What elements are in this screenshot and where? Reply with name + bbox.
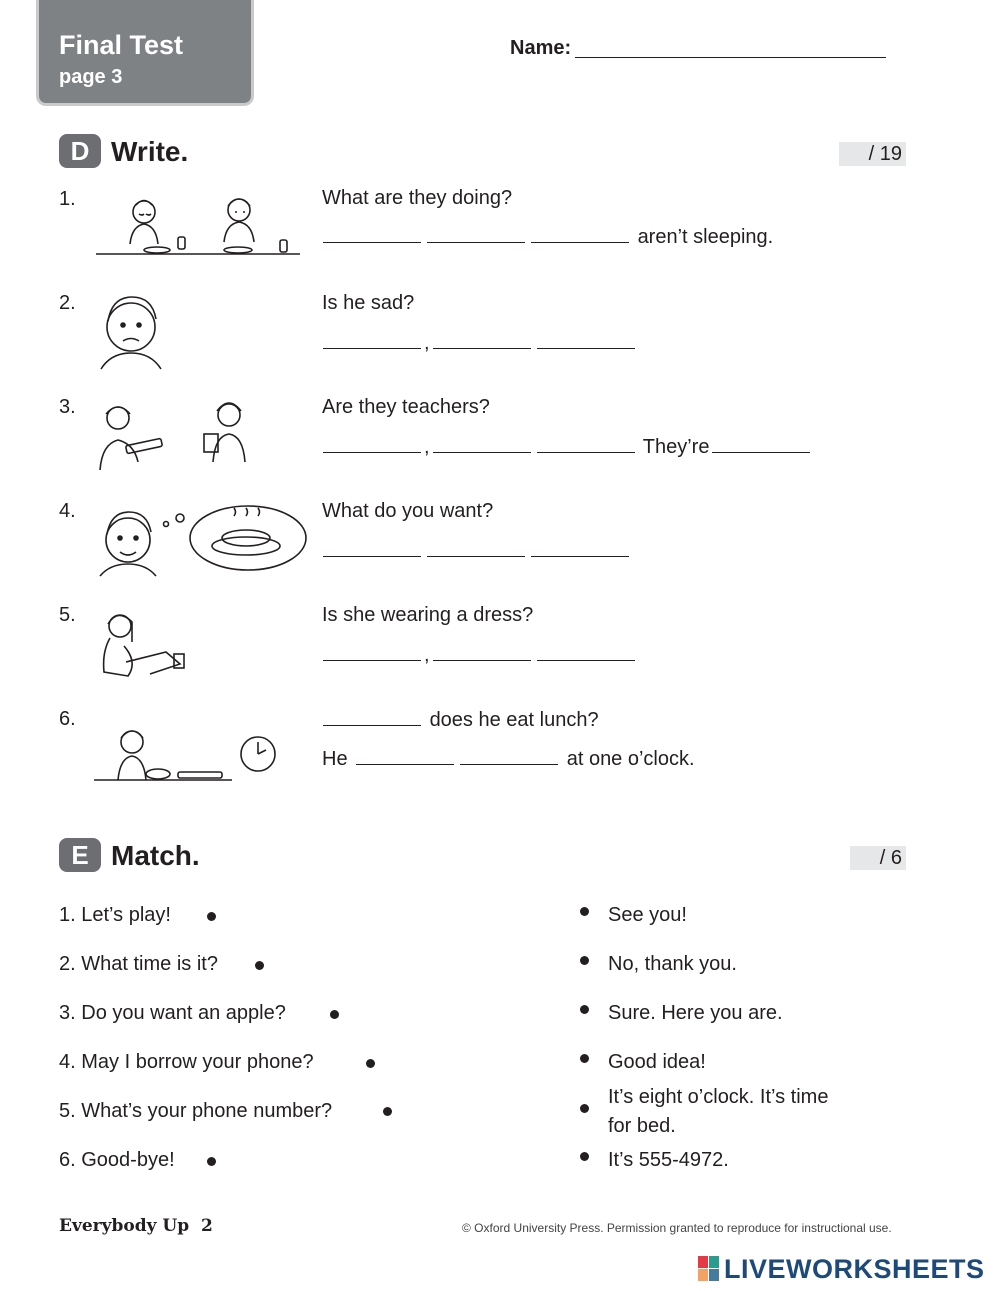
item-1-answer-line <box>320 226 773 249</box>
match-left-text: May I borrow your phone? <box>81 1051 314 1073</box>
item-number: 1. <box>59 188 76 210</box>
answer-blank[interactable] <box>323 659 421 661</box>
item-number: 5. <box>59 604 76 626</box>
item-5-question: Is she wearing a dress? <box>322 604 534 626</box>
answer-blank[interactable] <box>460 763 558 765</box>
match-left-item <box>59 1149 175 1172</box>
match-number: 4. <box>59 1051 76 1073</box>
match-left-item <box>59 953 218 976</box>
match-number: 3. <box>59 1002 76 1024</box>
section-d-title: Write. <box>111 136 189 167</box>
match-dot[interactable] <box>207 912 216 921</box>
match-left-item <box>59 1002 286 1025</box>
item-number: 2. <box>59 292 76 314</box>
match-left-item <box>59 1100 332 1123</box>
answer-blank[interactable] <box>537 451 635 453</box>
match-right-text: No, thank you. <box>608 953 737 975</box>
name-label: Name: <box>510 37 572 59</box>
answer-blank[interactable] <box>427 241 525 243</box>
comma: , <box>424 332 430 354</box>
answer-blank[interactable] <box>433 451 531 453</box>
match-dot[interactable] <box>580 1005 589 1014</box>
match-dot[interactable] <box>330 1010 339 1019</box>
answer-blank[interactable] <box>433 659 531 661</box>
match-right-text: Good idea! <box>608 1051 706 1073</box>
comma: , <box>424 436 430 458</box>
match-number: 1. <box>59 904 76 926</box>
item-3-answer-line <box>320 436 813 459</box>
match-left-item <box>59 1051 314 1074</box>
item-4-question: What do you want? <box>322 500 494 522</box>
answer-blank[interactable] <box>531 555 629 557</box>
answer-blank[interactable] <box>531 241 629 243</box>
item-number: 6. <box>59 708 76 730</box>
section-e-title: Match. <box>111 840 200 871</box>
item-3-mid: They’re <box>642 436 710 458</box>
match-left-text: What time is it? <box>81 953 218 975</box>
boy-thinking-pancakes-illustration <box>96 498 310 578</box>
match-left-item <box>59 904 171 927</box>
footer-book <box>59 1216 213 1236</box>
answer-blank[interactable] <box>323 347 421 349</box>
match-left-text: Good-bye! <box>81 1149 175 1171</box>
match-right-text: See you! <box>608 904 687 926</box>
sad-boy-illustration <box>95 293 175 371</box>
match-right-text-line2: for bed. <box>608 1115 676 1137</box>
comma: , <box>424 644 430 666</box>
nurses-illustration <box>96 398 256 474</box>
match-right-text: Sure. Here you are. <box>608 1002 783 1024</box>
answer-blank[interactable] <box>323 241 421 243</box>
answer-blank[interactable] <box>323 724 421 726</box>
page-subtitle: page 3 <box>59 66 123 88</box>
match-left-text: What’s your phone number? <box>81 1100 333 1122</box>
section-e-score: / 6 <box>850 846 906 870</box>
match-dot[interactable] <box>366 1059 375 1068</box>
item-6-question-tail: does he eat lunch? <box>429 709 599 731</box>
name-field[interactable] <box>575 57 886 58</box>
match-number: 2. <box>59 953 76 975</box>
match-dot[interactable] <box>580 1152 589 1161</box>
liveworksheets-logo-icon <box>698 1256 720 1282</box>
match-dot[interactable] <box>207 1157 216 1166</box>
match-number: 6. <box>59 1149 76 1171</box>
book-title: Everybody Up <box>59 1216 190 1236</box>
answer-blank[interactable] <box>433 347 531 349</box>
match-dot[interactable] <box>255 961 264 970</box>
answer-blank[interactable] <box>427 555 525 557</box>
item-2-question: Is he sad? <box>322 292 415 314</box>
match-dot[interactable] <box>383 1107 392 1116</box>
item-1-question: What are they doing? <box>322 187 513 209</box>
match-dot[interactable] <box>580 956 589 965</box>
section-e-badge: E <box>59 838 101 872</box>
children-eating-illustration <box>92 188 302 262</box>
section-d-badge: D <box>59 134 101 168</box>
answer-blank[interactable] <box>712 451 810 453</box>
match-dot[interactable] <box>580 907 589 916</box>
match-number: 5. <box>59 1100 76 1122</box>
item-number: 3. <box>59 396 76 418</box>
section-d-score: / 19 <box>839 142 906 166</box>
match-left-text: Let’s play! <box>81 904 171 926</box>
item-6-question-line <box>320 709 599 732</box>
page-title: Final Test <box>59 30 184 60</box>
match-right-text-line1: It’s eight o’clock. It’s time <box>608 1086 829 1108</box>
item-1-answer-tail: aren’t sleeping. <box>637 226 774 248</box>
item-3-question: Are they teachers? <box>322 396 490 418</box>
answer-blank[interactable] <box>537 347 635 349</box>
match-dot[interactable] <box>580 1104 589 1113</box>
boy-lunch-clock-illustration <box>92 726 282 788</box>
liveworksheets-brand[interactable]: LIVEWORKSHEETS <box>724 1254 985 1284</box>
item-number: 4. <box>59 500 76 522</box>
answer-blank[interactable] <box>323 451 421 453</box>
footer-copyright: © Oxford University Press. Permission granted to reproduce for instructional use. <box>462 1221 892 1235</box>
item-5-answer-line <box>320 644 638 667</box>
girl-sitting-illustration <box>96 606 196 682</box>
answer-blank[interactable] <box>537 659 635 661</box>
answer-blank[interactable] <box>323 555 421 557</box>
answer-blank[interactable] <box>356 763 454 765</box>
item-6-answer-head: He <box>322 748 348 770</box>
item-4-answer-line <box>320 540 632 563</box>
item-6-answer-line <box>322 748 695 771</box>
match-right-text: It’s 555-4972. <box>608 1149 729 1171</box>
match-dot[interactable] <box>580 1054 589 1063</box>
match-left-text: Do you want an apple? <box>81 1002 286 1024</box>
item-6-answer-tail: at one o’clock. <box>566 748 695 770</box>
book-level: 2 <box>200 1216 213 1236</box>
item-2-answer-line <box>320 332 638 355</box>
